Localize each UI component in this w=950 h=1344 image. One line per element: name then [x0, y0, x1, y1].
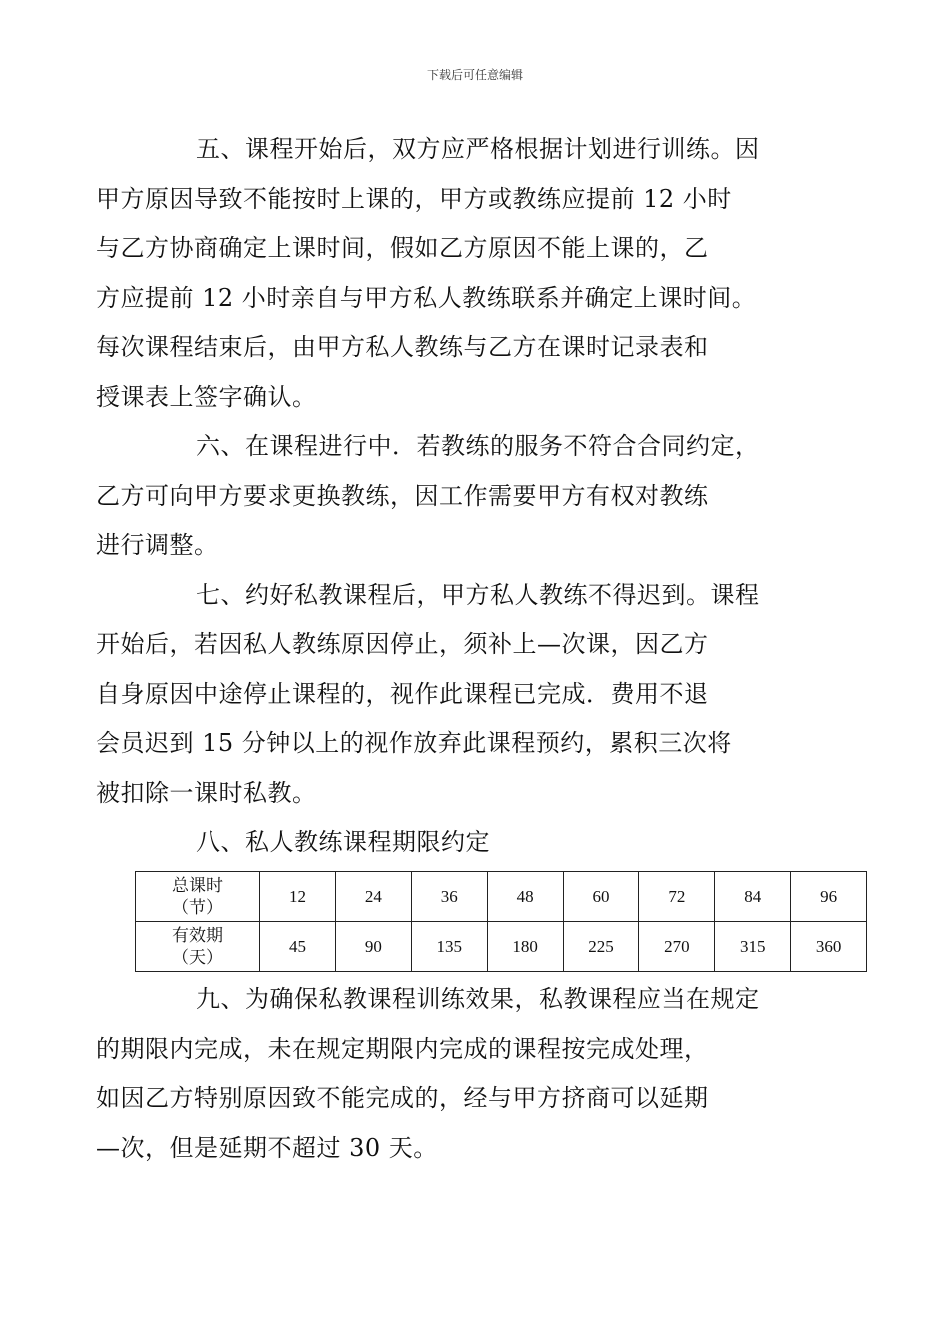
clause-9	[96, 975, 814, 1173]
table-cell: 36	[411, 872, 487, 922]
table-cell: 12	[260, 872, 336, 922]
document-body	[96, 125, 814, 868]
clause-8-title	[146, 818, 814, 868]
total-hours-label: 总课时	[172, 875, 223, 895]
clause-5-line: 与乙方协商确定上课时间，假如乙方原因不能上课的，乙	[96, 234, 709, 262]
table-cell: 90	[335, 922, 411, 972]
clause-7	[96, 571, 814, 819]
table-cell: 84	[715, 872, 791, 922]
clause-7-line: 七、约好私教课程后，甲方私人教练不得迟到。课程	[196, 580, 760, 609]
table-cell: 180	[487, 922, 563, 972]
clause-5-line: 甲方原因导致不能按时上课的，甲方或教练应提前 12 小时	[96, 184, 732, 213]
clause-9-line: 如因乙方特别原因致不能完成的，经与甲方挤商可以延期	[96, 1084, 709, 1112]
clause-6-line: 进行调整。	[96, 531, 219, 559]
total-hours-unit: （节）	[172, 897, 223, 917]
clause-8-line: 八、私人教练课程期限约定	[196, 828, 490, 856]
clause-5	[96, 125, 814, 422]
clause-7-line: 开始后，若因私人教练原因停止，须补上—次课，因乙方	[96, 630, 709, 658]
clause-7-line: 被扣除一课时私教。	[96, 778, 317, 807]
table-cell: 96	[791, 872, 867, 922]
table-cell: 72	[639, 872, 715, 922]
table-cell: 225	[563, 922, 639, 972]
course-period-table-wrap	[135, 871, 867, 972]
table-cell: 360	[791, 922, 867, 972]
table-row-total-hours	[136, 872, 867, 922]
clause-9-line: 九、为确保私教课程训练效果，私教课程应当在规定	[196, 985, 760, 1013]
table-cell: 135	[411, 922, 487, 972]
table-cell: 24	[335, 872, 411, 922]
table-row-validity	[136, 922, 867, 972]
clause-9-wrap	[96, 975, 814, 1173]
download-note-header: 下载后可任意编辑	[426, 68, 523, 82]
table-cell: 48	[487, 872, 563, 922]
course-period-table	[135, 871, 867, 972]
clause-5-line: 五、课程开始后，双方应严格根据计划进行训练。因	[196, 135, 760, 163]
table-cell: 60	[563, 872, 639, 922]
validity-header	[136, 922, 260, 972]
clause-5-line: 每次课程结束后，由甲方私人教练与乙方在课时记录表和	[96, 333, 709, 361]
clause-7-line: 自身原因中途停止课程的，视作此课程已完成．费用不退	[96, 679, 709, 708]
total-hours-header	[136, 872, 260, 922]
table-cell: 45	[260, 922, 336, 972]
clause-5-line: 授课表上签字确认。	[96, 382, 317, 411]
clause-7-line: 会员迟到 15 分钟以上的视作放弃此课程预约，累积三次将	[96, 729, 732, 757]
table-cell: 315	[715, 922, 791, 972]
clause-6-line: 六、在课程进行中．若教练的服务不符合合同约定，	[196, 432, 760, 460]
clause-5-line: 方应提前 12 小时亲自与甲方私人教练联系并确定上课时间。	[96, 283, 757, 312]
clause-9-line: 的期限内完成，未在规定期限内完成的课程按完成处理，	[96, 1034, 709, 1063]
clause-6-line: 乙方可向甲方要求更换教练，因工作需要甲方有权对教练	[96, 481, 709, 510]
clause-9-line: —次，但是延期不超过 30 天。	[96, 1133, 438, 1162]
clause-6	[96, 422, 814, 571]
table-cell: 270	[639, 922, 715, 972]
validity-unit: （天）	[172, 947, 223, 967]
validity-label: 有效期	[172, 925, 223, 945]
